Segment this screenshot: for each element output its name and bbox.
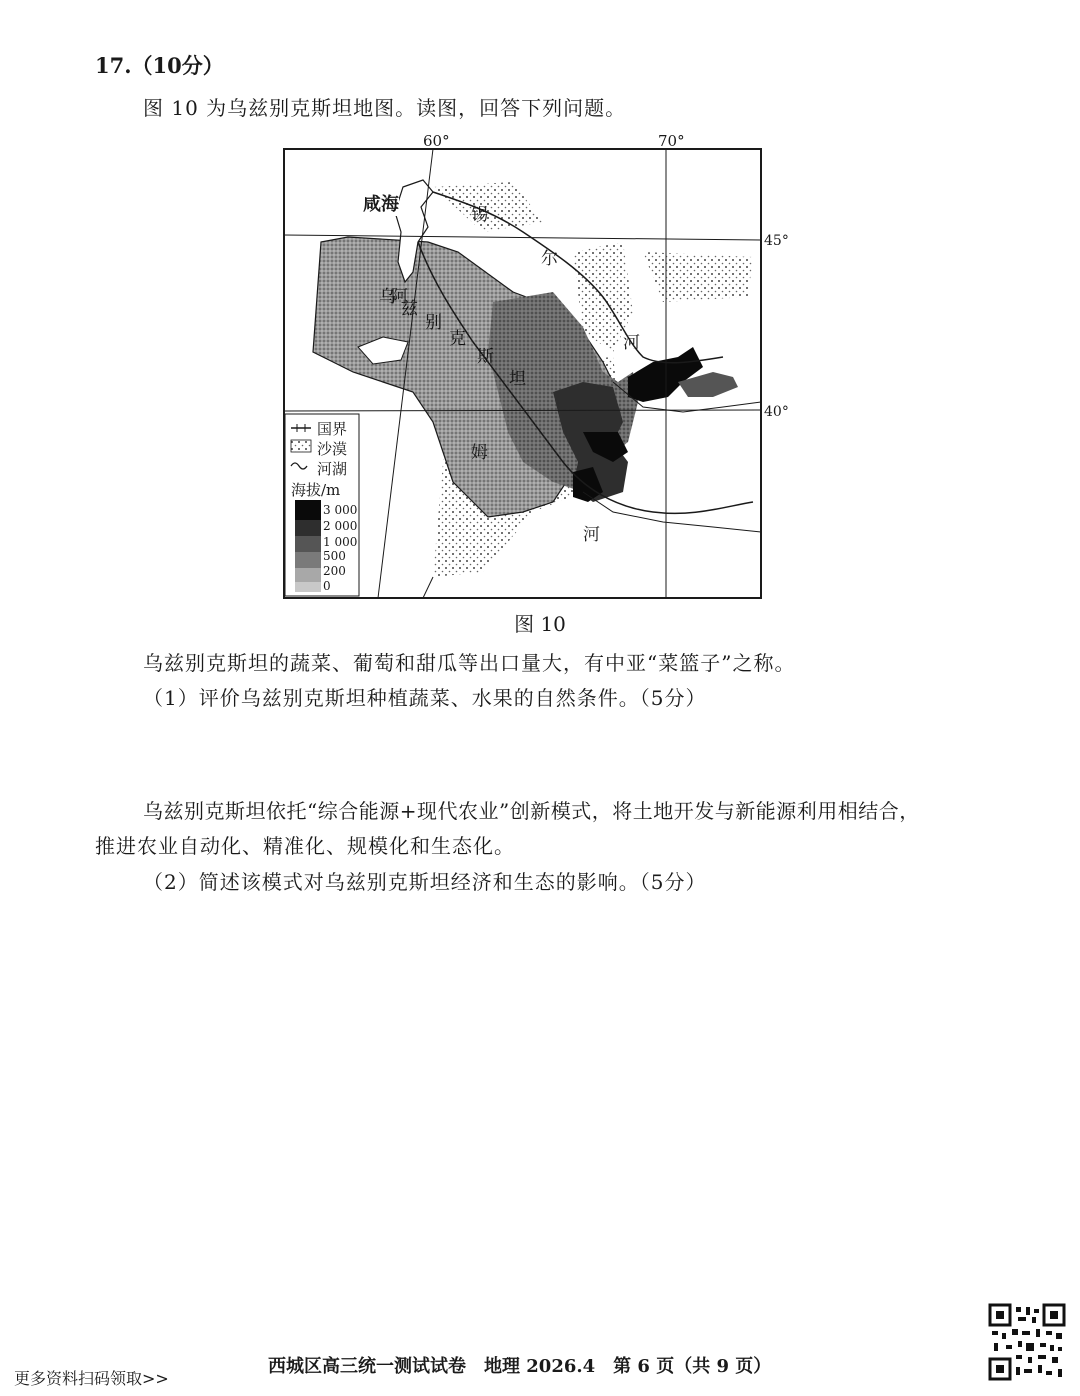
legend-level-0: 0 — [323, 579, 331, 593]
label-country-2: 兹 — [401, 299, 418, 319]
legend-river-label: 河湖 — [317, 460, 348, 478]
legend-elev-1000 — [295, 536, 321, 552]
label-aral-sea: 咸海 — [363, 190, 399, 216]
paragraph-1: 乌兹别克斯坦的蔬菜、葡萄和甜瓜等出口量大，有中亚“菜篮子”之称。 — [143, 651, 796, 675]
label-amu-2: 姆 — [471, 443, 488, 463]
label-sir-1: 锡 — [471, 205, 488, 225]
legend-level-500: 500 — [323, 549, 346, 563]
legend-level-1000: 1 000 — [323, 535, 358, 549]
legend-elev-500 — [295, 552, 321, 568]
question-1: （1）评价乌兹别克斯坦种植蔬菜、水果的自然条件。（5分） — [143, 686, 707, 710]
question-intro: 图 10 为乌兹别克斯坦地图。读图，回答下列问题。 — [143, 96, 627, 120]
label-sir-3: 河 — [623, 333, 640, 353]
label-country-6: 坦 — [509, 369, 526, 389]
legend-elev-200 — [295, 568, 321, 582]
label-amu-1: 阿 — [391, 287, 408, 307]
paragraph-2-line-2: 推进农业自动化、精准化、规模化和生态化。 — [95, 834, 515, 858]
legend-desert-label: 沙漠 — [317, 440, 348, 458]
label-sir-2: 尔 — [541, 249, 558, 269]
qr-code[interactable] — [988, 1303, 1066, 1381]
legend-elev-2000 — [295, 520, 321, 536]
question-number: 17.（10分） — [95, 53, 224, 78]
lat-45-label: 45° — [764, 233, 789, 249]
label-amu-3: 河 — [583, 525, 600, 545]
legend-level-2000: 2 000 — [323, 519, 358, 533]
legend-elevation-title: 海拔/m — [291, 481, 341, 499]
label-country-3: 别 — [425, 313, 442, 333]
footer-exam-info: 西城区高三统一测试试卷 地理 2026.4 第 6 页（共 9 页） — [268, 1356, 772, 1377]
label-country-4: 克 — [449, 329, 466, 349]
lon-70-label: 70° — [658, 132, 685, 150]
legend-elev-3000 — [295, 500, 321, 520]
label-country-5: 斯 — [477, 347, 494, 367]
lat-40-label: 40° — [764, 404, 789, 420]
uzbekistan-map — [283, 132, 789, 602]
legend-border-label: 国界 — [317, 420, 348, 438]
legend-level-3000: 3 000 — [323, 503, 358, 517]
figure-caption: 图 10 — [514, 612, 566, 636]
footer-more-link[interactable]: 更多资料扫码领取>> — [14, 1369, 169, 1388]
question-2: （2）简述该模式对乌兹别克斯坦经济和生态的影响。（5分） — [143, 870, 707, 894]
legend-level-200: 200 — [323, 564, 346, 578]
legend-desert-swatch — [291, 440, 311, 452]
label-country-1: 乌 — [379, 287, 396, 307]
legend-elev-0 — [295, 582, 321, 592]
qr-code-graphic — [988, 1303, 1066, 1381]
map-figure — [283, 132, 783, 602]
paragraph-2-line-1: 乌兹别克斯坦依托“综合能源+现代农业”创新模式，将土地开发与新能源利用相结合， — [143, 799, 920, 823]
lon-60-label: 60° — [423, 132, 450, 150]
